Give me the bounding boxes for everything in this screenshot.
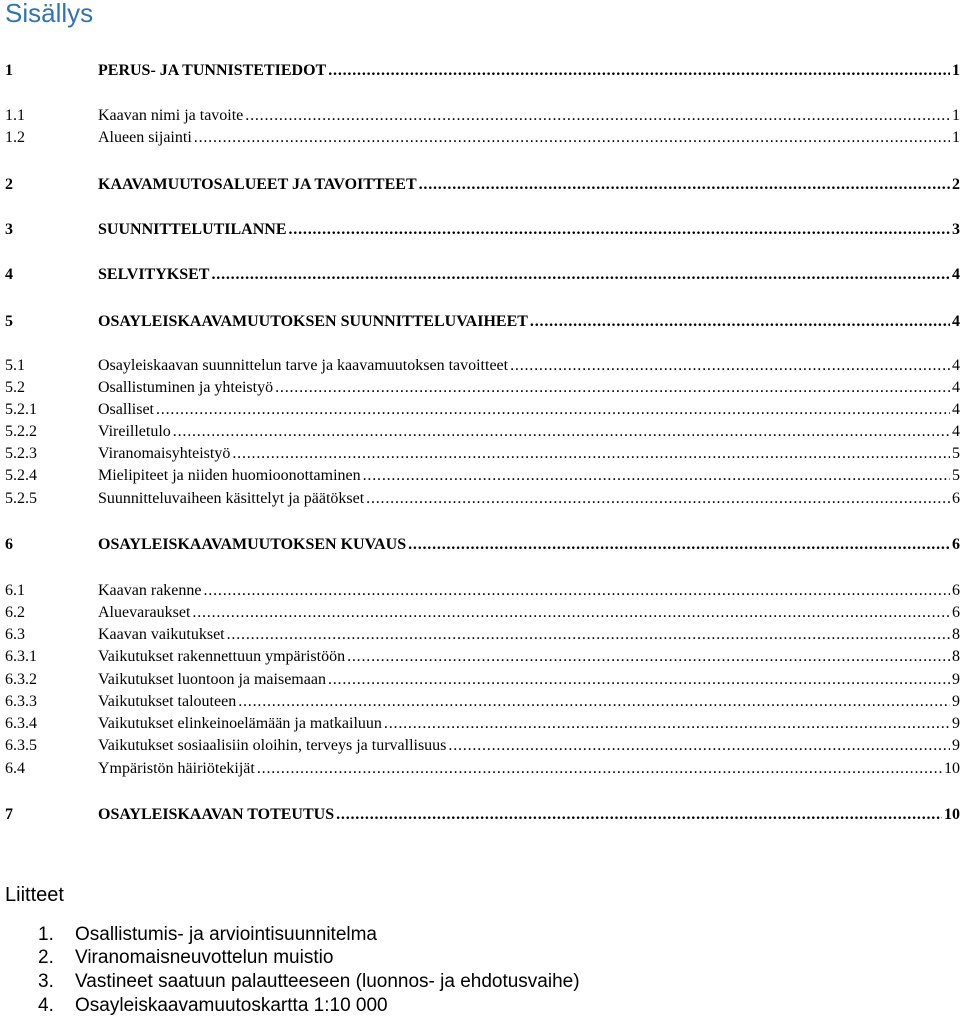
toc-entry-number: 1.2 [5, 129, 25, 146]
toc-entry-page: 10 [944, 760, 960, 777]
appendix-item-text: Vastineet saatuun palautteeseen (luonnos- ja ehdotusvaihe) [75, 971, 580, 992]
appendix-item [38, 947, 333, 969]
toc-dot-leader [366, 490, 950, 508]
toc-entry[interactable] [5, 689, 960, 711]
toc-entry-number: 5.2.2 [5, 423, 37, 440]
toc-entry-title: Kaavan vaikutukset [98, 626, 225, 643]
toc-entry-page: 5 [952, 467, 960, 484]
toc-entry-page: 4 [952, 423, 960, 440]
toc-entry-number: 6.3 [5, 626, 25, 643]
toc-entry-title: OSAYLEISKAAVAN TOTEUTUS [98, 806, 335, 823]
toc-entry-number: 3 [5, 221, 13, 238]
toc-entry-title: Osallistuminen ja yhteistyö [98, 379, 274, 396]
toc-entry[interactable] [5, 486, 960, 508]
toc-entry-title: Vaikutukset rakennettuun ympäristöön [98, 648, 346, 665]
toc-dot-leader [384, 715, 950, 733]
toc-dot-leader [530, 313, 950, 331]
toc-entry-number: 5.2.5 [5, 490, 37, 507]
toc-entry[interactable] [5, 600, 960, 622]
toc-entry-page: 6 [952, 604, 960, 621]
toc-entry-title: KAAVAMUUTOSALUEET JA TAVOITTEET [98, 176, 417, 193]
toc-entry[interactable] [5, 217, 960, 239]
toc-entry-title: SELVITYKSET [98, 266, 210, 283]
toc-entry[interactable] [5, 58, 960, 80]
toc-entry-title: OSAYLEISKAAVAMUUTOKSEN SUUNNITTELUVAIHEET [98, 313, 528, 330]
toc-entry-number: 5.2.1 [5, 401, 37, 418]
toc-entry[interactable] [5, 397, 960, 419]
toc-entry-title: Suunnitteluvaiheen käsittelyt ja päätökset [98, 490, 365, 507]
toc-entry[interactable] [5, 375, 960, 397]
toc-entry[interactable] [5, 419, 960, 441]
toc-entry-page: 4 [952, 379, 960, 396]
toc-dot-leader [275, 379, 950, 397]
toc-entry-number: 6 [5, 536, 13, 553]
toc-dot-leader [227, 626, 950, 644]
appendix-item-number: 2. [38, 947, 54, 968]
toc-entry[interactable] [5, 441, 960, 463]
toc-entry-title: OSAYLEISKAAVAMUUTOKSEN KUVAUS [98, 536, 407, 553]
toc-entry-number: 6.1 [5, 582, 25, 599]
toc-entry-title: SUUNNITTELUTILANNE [98, 221, 287, 238]
toc-dot-leader [347, 648, 950, 666]
toc-entry-page: 3 [952, 221, 960, 238]
toc-entry-page: 6 [952, 536, 960, 553]
appendix-item-text: Osayleiskaavamuutoskartta 1:10 000 [75, 995, 388, 1016]
toc-entry[interactable] [5, 733, 960, 755]
toc-entry[interactable] [5, 802, 960, 824]
toc-entry-page: 9 [952, 693, 960, 710]
appendix-item-text: Osallistumis- ja arviointisuunnitelma [75, 924, 377, 945]
toc-dot-leader [204, 582, 951, 600]
toc-entry[interactable] [5, 756, 960, 778]
toc-entry-page: 4 [952, 266, 960, 283]
toc-dot-leader [408, 536, 950, 554]
toc-entry-title: Vaikutukset sosiaalisiin oloihin, terveys ja turvallisuus [98, 737, 447, 754]
toc-entry-page: 9 [952, 737, 960, 754]
toc-entry[interactable] [5, 103, 960, 125]
toc-dot-leader [232, 445, 950, 463]
appendix-item-number: 1. [38, 924, 54, 945]
toc-entry-number: 1.1 [5, 107, 25, 124]
toc-entry-number: 5.2 [5, 379, 25, 396]
toc-dot-leader [419, 176, 950, 194]
toc-entry-page: 8 [952, 648, 960, 665]
toc-entry-page: 1 [952, 62, 960, 79]
toc-entry-title: Ympäristön häiriötekijät [98, 760, 255, 777]
toc-dot-leader [328, 62, 950, 80]
toc-entry[interactable] [5, 532, 960, 554]
toc-entry-title: Viranomaisyhteistyö [98, 445, 231, 462]
toc-entry-page: 6 [952, 490, 960, 507]
toc-entry-title: Vaikutukset talouteen [98, 693, 237, 710]
toc-entry[interactable] [5, 711, 960, 733]
toc-dot-leader [211, 266, 950, 284]
toc-entry-title: Mielipiteet ja niiden huomioonottaminen [98, 467, 361, 484]
toc-dot-leader [192, 604, 950, 622]
toc-entry-page: 6 [952, 582, 960, 599]
appendix-item-text: Viranomaisneuvottelun muistio [75, 947, 334, 968]
toc-entry-title: Vaikutukset elinkeinoelämään ja matkailuun [98, 715, 382, 732]
toc-entry[interactable] [5, 578, 960, 600]
toc-entry-page: 1 [952, 129, 960, 146]
toc-entry-page: 8 [952, 626, 960, 643]
toc-entry-page: 4 [952, 401, 960, 418]
toc-entry-title: PERUS- JA TUNNISTETIEDOT [98, 62, 327, 79]
appendix-item [38, 971, 580, 993]
toc-entry[interactable] [5, 644, 960, 666]
toc-dot-leader [173, 423, 950, 441]
toc-entry-number: 4 [5, 266, 13, 283]
appendix-item-number: 3. [38, 971, 54, 992]
toc-entry-title: Kaavan nimi ja tavoite [98, 107, 244, 124]
toc-entry[interactable] [5, 125, 960, 147]
appendix-item [38, 995, 388, 1017]
toc-dot-leader [156, 401, 950, 419]
toc-entry-number: 5.1 [5, 357, 25, 374]
toc-entry[interactable] [5, 172, 960, 194]
toc-entry-number: 7 [5, 806, 13, 823]
toc-entry[interactable] [5, 667, 960, 689]
toc-dot-leader [289, 221, 951, 239]
toc-entry-page: 9 [952, 715, 960, 732]
toc-entry-page: 4 [952, 357, 960, 374]
toc-entry-number: 6.2 [5, 604, 25, 621]
toc-dot-leader [336, 806, 942, 824]
toc-entry-page: 2 [952, 176, 960, 193]
toc-entry-title: Aluevaraukset [98, 604, 191, 621]
toc-entry-number: 6.4 [5, 760, 25, 777]
appendix-item [38, 924, 377, 946]
toc-dot-leader [194, 129, 950, 147]
toc-entry-page: 9 [952, 671, 960, 688]
toc-entry-number: 5 [5, 313, 13, 330]
toc-entry-number: 5.2.4 [5, 467, 37, 484]
toc-entry-title: Alueen sijainti [98, 129, 192, 146]
toc-entry-number: 6.3.3 [5, 693, 37, 710]
toc-entry[interactable] [5, 309, 960, 331]
appendix-item-number: 4. [38, 995, 54, 1016]
toc-entry[interactable] [5, 463, 960, 485]
toc-entry-title: Vaikutukset luontoon ja maisemaan [98, 671, 326, 688]
toc-dot-leader [257, 760, 942, 778]
toc-entry-page: 4 [952, 313, 960, 330]
toc-entry-number: 6.3.1 [5, 648, 37, 665]
appendix-title: Liitteet [5, 884, 64, 906]
toc-entry[interactable] [5, 353, 960, 375]
toc-entry-number: 5.2.3 [5, 445, 37, 462]
toc-entry-page: 1 [952, 107, 960, 124]
toc-entry-number: 1 [5, 62, 13, 79]
toc-dot-leader [510, 357, 950, 375]
toc-entry-title: Osalliset [98, 401, 154, 418]
toc-entry-number: 2 [5, 176, 13, 193]
toc-entry-page: 5 [952, 445, 960, 462]
toc-entry-number: 6.3.4 [5, 715, 37, 732]
toc-entry-number: 6.3.2 [5, 671, 37, 688]
toc-entry-title: Vireilletulo [98, 423, 171, 440]
toc-entry-title: Osayleiskaavan suunnittelun tarve ja kaavamuutoksen tavoitteet [98, 357, 509, 374]
toc-dot-leader [238, 693, 950, 711]
toc-entry[interactable] [5, 262, 960, 284]
toc-dot-leader [328, 671, 950, 689]
toc-entry-title: Kaavan rakenne [98, 582, 202, 599]
page-title: Sisällys [5, 0, 94, 28]
toc-dot-leader [448, 737, 950, 755]
toc-dot-leader [363, 467, 950, 485]
toc-entry-page: 10 [944, 806, 960, 823]
toc-dot-leader [245, 107, 950, 125]
toc-entry[interactable] [5, 622, 960, 644]
toc-entry-number: 6.3.5 [5, 737, 37, 754]
